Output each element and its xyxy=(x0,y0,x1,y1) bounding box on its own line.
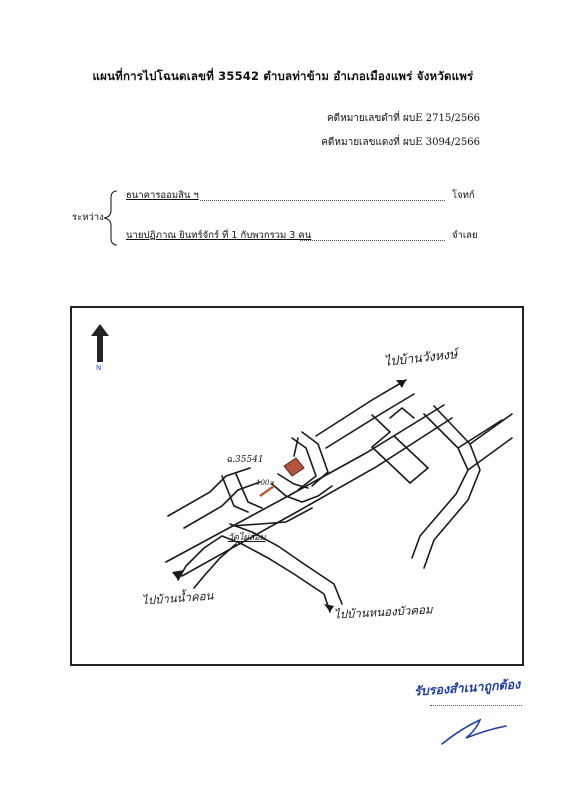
east-branch xyxy=(390,408,414,418)
label-to-nam-kon: ไปบ้านน้ำคอน xyxy=(141,588,214,608)
label-deed-number: ฉ.35541 xyxy=(226,455,264,465)
mid-road-2 xyxy=(278,474,308,488)
defendant-role: จำเลย xyxy=(452,230,478,241)
label-to-wang-hong: ไปบ้านวังหงษ์ xyxy=(383,346,458,369)
between-label: ระหว่าง xyxy=(72,212,104,223)
label-temple: วัดไผ่ล้อม xyxy=(228,533,266,543)
defendant-name: นายปฏิภาณ ยินทร์จักร์ ที่ 1 กับพวกรวม 3 คน xyxy=(126,230,312,241)
far-east-2 xyxy=(470,414,512,444)
ne-road-edge-1 xyxy=(316,380,406,436)
case-number-black: คดีหมายเลขดำที่ ผบE 2715/2566 xyxy=(326,113,480,124)
certified-copy-stamp: รับรองสำเนาถูกต้อง xyxy=(413,676,521,699)
west-road-2 xyxy=(184,482,260,528)
document-title: แผนที่การไปโฉนดเลขที่ 35542 ตำบลท่าข้าม อำเภอเมืองแพร่ จังหวัดแพร่ xyxy=(92,69,474,83)
west-road-1 xyxy=(168,468,250,516)
case-number-red: คดีหมายเลขแดงที่ ผบE 3094/2566 xyxy=(321,137,480,148)
defendant-dotted-line xyxy=(300,240,445,241)
main-road-edge-1 xyxy=(166,405,444,562)
far-east xyxy=(458,420,502,448)
plaintiff-role: โจทก์ xyxy=(452,190,475,201)
signature-icon xyxy=(436,714,510,748)
signature-line xyxy=(430,705,522,706)
plaintiff-dotted-line xyxy=(200,200,445,201)
map-frame xyxy=(70,306,524,666)
plaintiff-name: ธนาคารออมสิน ฯ xyxy=(126,190,199,201)
north-arrow-icon xyxy=(90,324,110,364)
plot-road-2 xyxy=(302,432,328,486)
label-lot-number: 100ล xyxy=(256,479,274,487)
right-block xyxy=(372,415,428,483)
label-to-nong-bua: ไปบ้านหนองบัวคอม xyxy=(333,602,433,622)
arrow-to-wang-hong xyxy=(396,380,406,388)
east-road-1 xyxy=(412,414,468,558)
south-road-1 xyxy=(222,536,330,612)
north-label: N xyxy=(96,364,102,372)
